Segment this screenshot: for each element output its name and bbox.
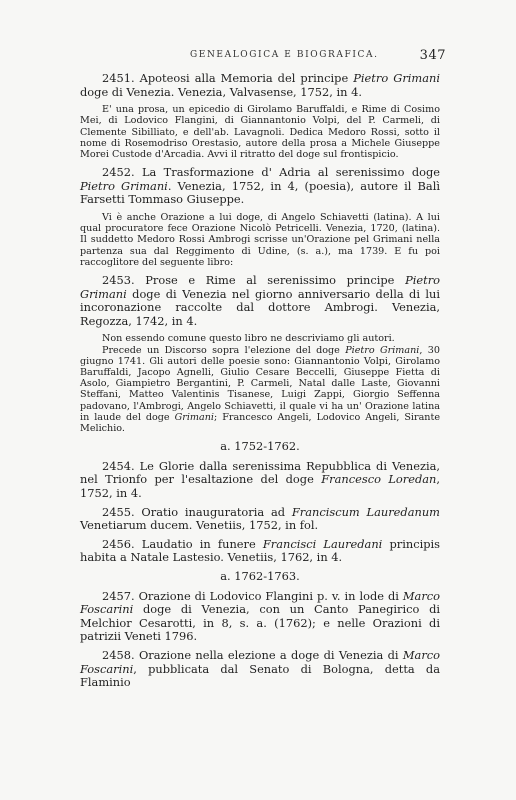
page-body bbox=[80, 72, 440, 695]
entry-note-2452: Vi è anche Orazione a lui doge, di Angelo Schiavetti (latina). A lui qual procuratore fece Orazione Nicolò Petricelli. Venezia, 1720, (latina). Il suddetto Medoro Rossi Ambrogi scrisse un'Orazione pel Grimani nella partenza sua dal Reggimento di Udine, (s. a.), ma 1739. E fu poi raccoglitore del seguente libro: bbox=[80, 211, 440, 268]
entry-note-2453b: Precede un Discorso sopra l'elezione del doge Pietro Grimani, 30 giugno 1741. Gli autori delle poesie sono: Giannantonio Volpi, Girolamo Baruffaldi, Jacopo Agnelli, Giulio Cesare Beccelli, Giuseppe Fietta di Asolo, Giampietro Bergantini, P. Carmeli, Natal dalle Laste, Giovanni Steffani, Matteo Valentinis Tisanese, Luigi Zappi, Giorgio Seffenna padovano, l'Ambrogi, Angelo Schiavetti, il quale vi ha un' Orazione latina in laude del doge Grimani; Francesco Angeli, Lodovico Angeli, Sirante Melichio. bbox=[80, 344, 441, 434]
entry-2454: 2454. Le Glorie dalla serenissima Repubblica di Venezia, nel Trionfo per l'esaltazione del doge Francesco Loredan, 1752, in 4. bbox=[80, 458, 440, 500]
entry-2456: 2456. Laudatio in funere Francisci Lauredani principis habita a Natale Lastesio. Venetiis, 1762, in 4. bbox=[80, 536, 440, 565]
running-title: GENEALOGICA E BIOGRAFICA. bbox=[190, 50, 379, 60]
page-number: 347 bbox=[419, 48, 446, 63]
year-range-heading: a. 1752-1762. bbox=[220, 439, 300, 454]
year-range-heading: a. 1762-1763. bbox=[220, 568, 300, 583]
entry-2453: 2453. Prose e Rime al serenissimo principe Pietro Grimani doge di Venezia nel giorno anniversario della di lui incoronazione raccolte dal dottore Ambrogi. Venezia, Regozza, 1742, in 4. bbox=[80, 273, 440, 328]
entry-2451: 2451. Apoteosi alla Memoria del principe Pietro Grimani doge di Venezia. Venezia, Valvasense, 1752, in 4. bbox=[80, 71, 440, 99]
entry-2452: 2452. La Trasformazione d' Adria al serenissimo doge Pietro Grimani. Venezia, 1752, in 4, (poesia), autore il Balì Farsetti Tommaso Giuseppe. bbox=[80, 165, 440, 207]
entry-note-2453a: Non essendo comune questo libro ne descriviamo gli autori. bbox=[102, 333, 395, 345]
entry-note-2451: E' una prosa, un epicedio di Girolamo Baruffaldi, e Rime di Cosimo Mei, di Lodovico Flangini, di Giannantonio Volpi, del P. Carmeli, di Clemente Sibilliato, e dell'ab. Lavagnoli. Dedica Medoro Rossi, sotto il nome di Rosemodriso Orestasio, autore della prosa a Michele Giuseppe Morei Custode d'Arcadia. Avvi il ritratto del doge sul frontispicio. bbox=[80, 104, 440, 160]
entry-2455: 2455. Oratio inauguratoria ad Franciscum Lauredanum Venetiarum ducem. Venetiis, 1752, in fol. bbox=[80, 504, 440, 533]
entry-2458: 2458. Orazione nella elezione a doge di Venezia di Marco Foscarini, pubblicata dal Senato di Bologna, detta da Flaminio bbox=[80, 647, 440, 690]
entry-2457: 2457. Orazione di Lodovico Flangini p. v. in lode di Marco Foscarini doge di Venezia, con un Canto Panegirico di Melchior Cesarotti, in 8, s. a. (1762); e nelle Orazioni di patrizii Veneti 1796. bbox=[80, 588, 440, 644]
page-header bbox=[80, 50, 446, 66]
